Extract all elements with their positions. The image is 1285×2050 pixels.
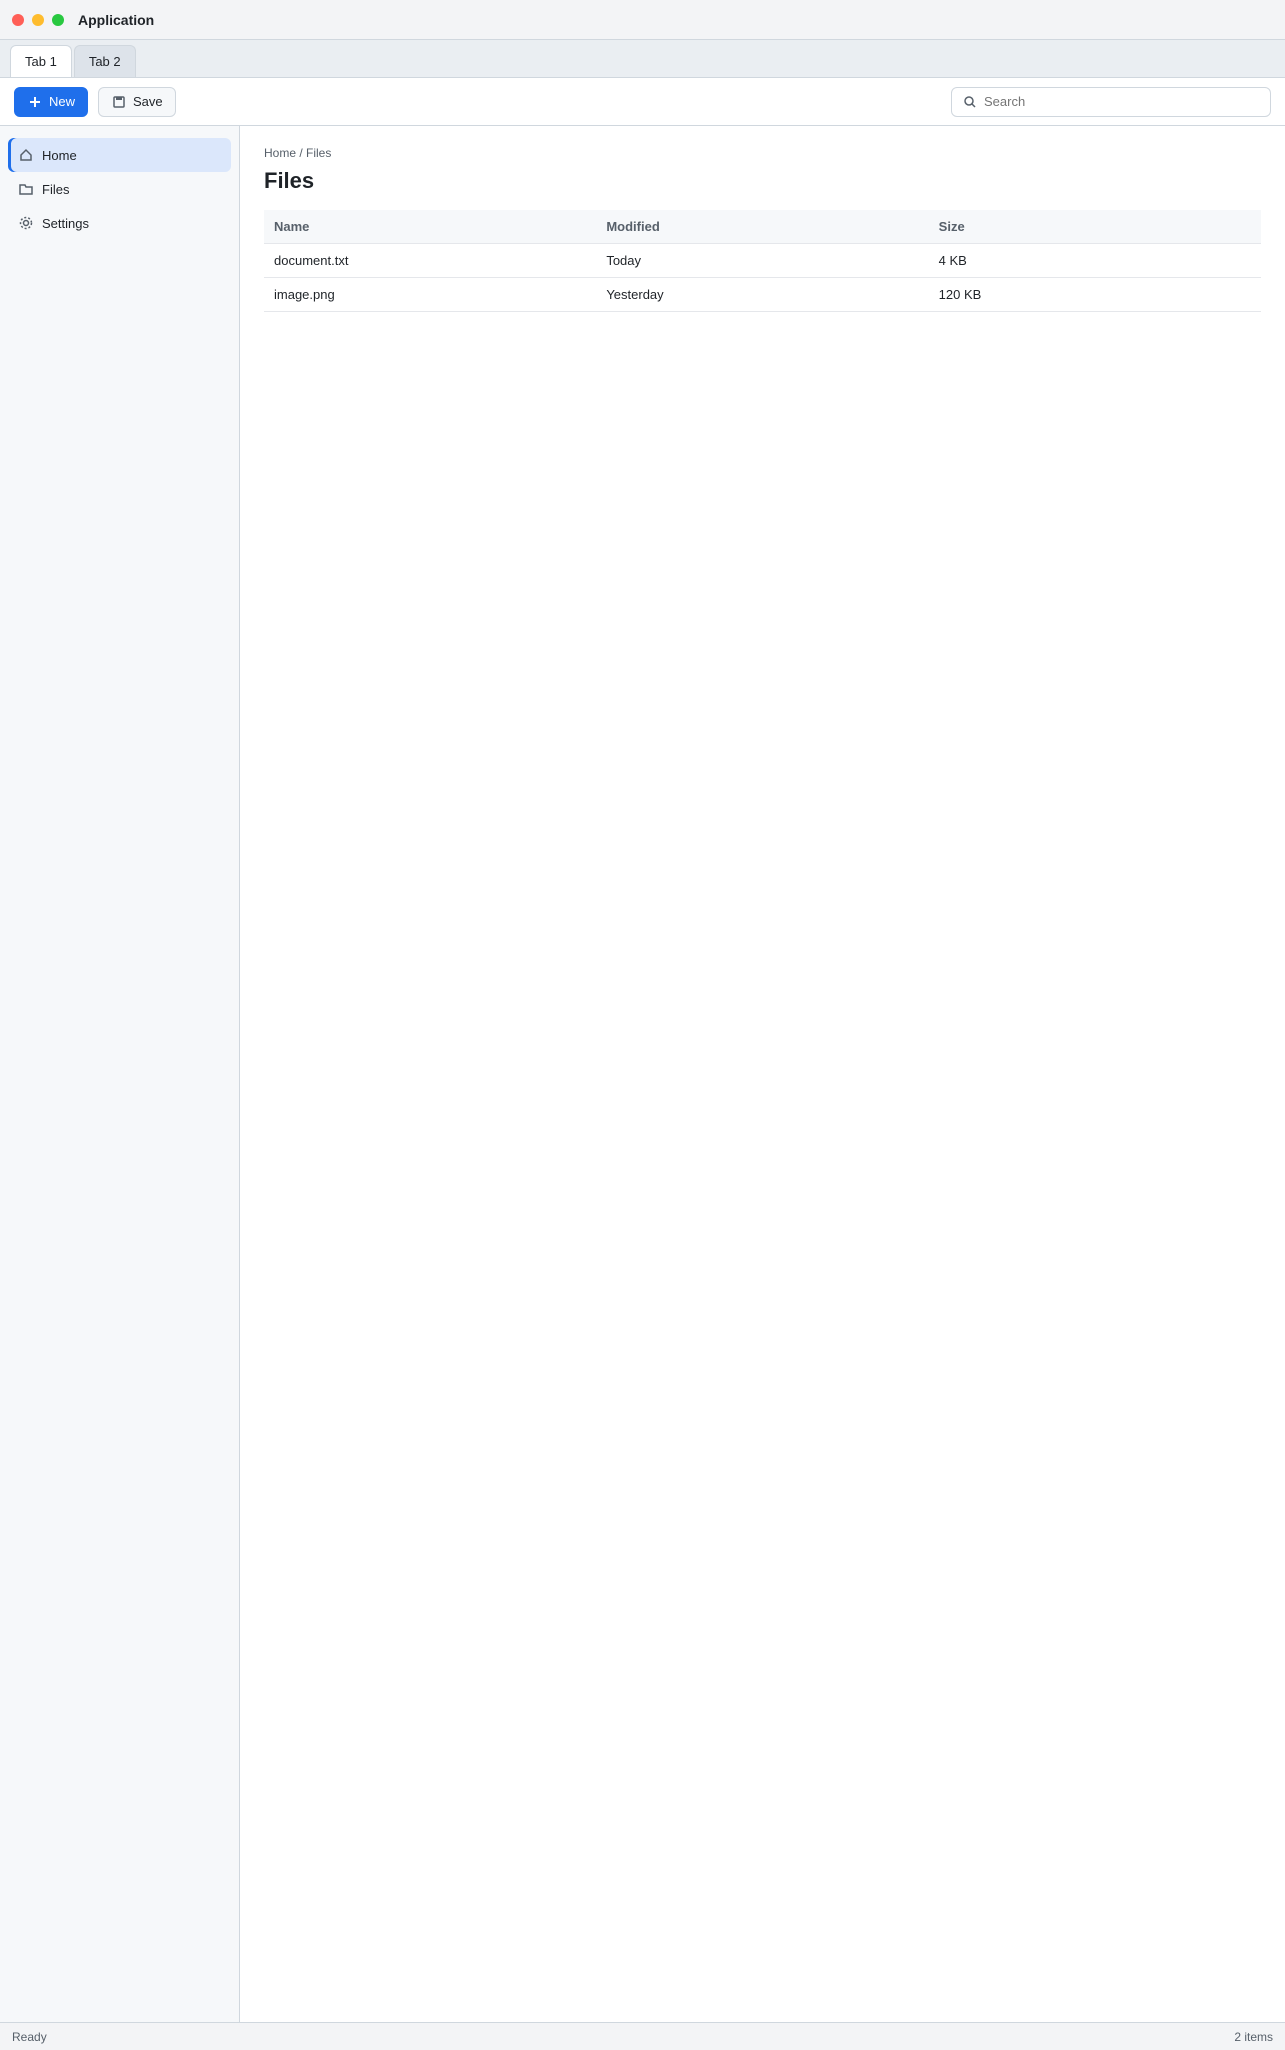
column-header-modified[interactable]: Modified xyxy=(596,210,928,244)
content-area xyxy=(0,126,1285,2022)
gear-icon xyxy=(18,215,34,231)
table-header-row xyxy=(264,210,1261,244)
status-bar xyxy=(0,2022,1285,2050)
title-bar xyxy=(0,0,1285,40)
search-input[interactable] xyxy=(984,94,1260,109)
table-row[interactable] xyxy=(264,278,1261,312)
window-controls xyxy=(12,14,64,26)
table-cell: Today xyxy=(596,244,928,278)
sidebar-item-label: Files xyxy=(42,181,70,197)
page-title: Files xyxy=(264,168,315,193)
breadcrumb: Home / Files xyxy=(264,146,332,160)
toolbar xyxy=(0,78,1285,126)
search-box xyxy=(951,87,1271,117)
save-button-label: Save xyxy=(133,94,163,109)
table-cell: Yesterday xyxy=(596,278,928,312)
sidebar-item-label: Home xyxy=(42,147,77,163)
tab-label: Tab 1 xyxy=(25,54,57,69)
tab-2[interactable] xyxy=(74,45,136,77)
window-close-button[interactable] xyxy=(12,14,24,26)
sidebar-item-label: Settings xyxy=(42,215,89,231)
window-maximize-button[interactable] xyxy=(52,14,64,26)
sidebar-item-files[interactable] xyxy=(8,172,231,206)
save-button[interactable] xyxy=(98,87,176,117)
folder-icon xyxy=(18,181,34,197)
tab-1[interactable] xyxy=(10,45,72,77)
table-row[interactable] xyxy=(264,244,1261,278)
sidebar xyxy=(0,126,240,2022)
column-header-size[interactable]: Size xyxy=(929,210,1261,244)
table-cell: 120 KB xyxy=(929,278,1261,312)
search-icon xyxy=(962,94,978,110)
table-cell: 4 KB xyxy=(929,244,1261,278)
status-count: 2 items xyxy=(1234,2029,1273,2044)
tab-label: Tab 2 xyxy=(88,54,121,69)
status-text: Ready xyxy=(12,2029,47,2044)
column-header-name[interactable]: Name xyxy=(264,210,596,244)
plus-icon xyxy=(27,94,43,110)
new-button[interactable] xyxy=(14,87,88,117)
file-table xyxy=(264,210,1261,312)
save-icon xyxy=(111,94,127,110)
home-icon xyxy=(18,147,34,163)
sidebar-item-settings[interactable] xyxy=(8,206,231,240)
table-cell: document.txt xyxy=(264,244,596,278)
sidebar-item-home[interactable] xyxy=(8,138,231,172)
tab-bar xyxy=(0,40,1285,78)
new-button-label: New xyxy=(49,94,76,109)
window-title: Application xyxy=(78,11,155,28)
table-cell: image.png xyxy=(264,278,596,312)
main-panel xyxy=(240,126,1285,2022)
window-minimize-button[interactable] xyxy=(32,14,44,26)
